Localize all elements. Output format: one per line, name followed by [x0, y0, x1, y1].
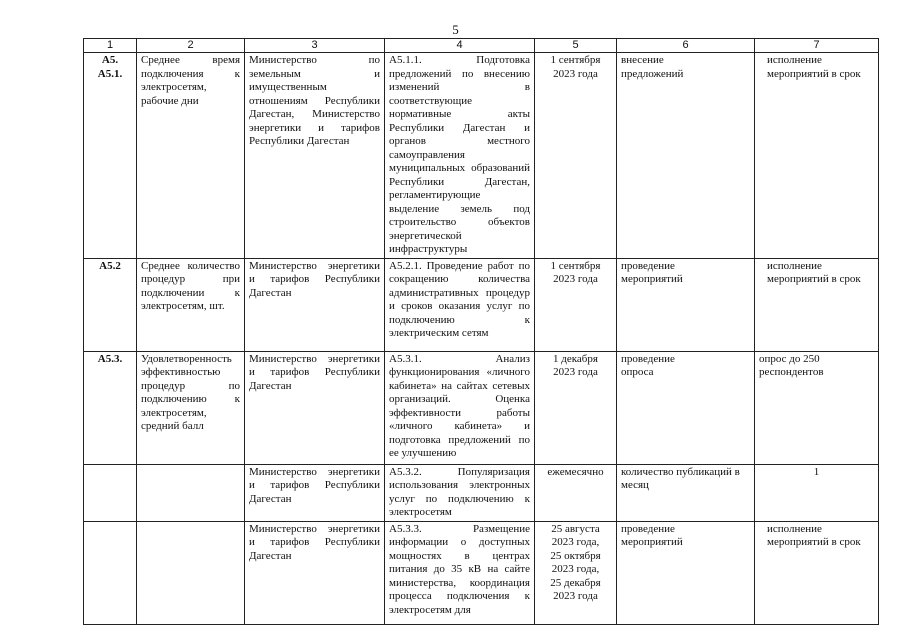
column-header-5: 5: [535, 39, 617, 53]
result-cell: количество публикаций в месяц: [617, 464, 755, 521]
measure-cell: А5.3.1. Анализ функционирования «личного кабинета» на сайтах сетевых организаций. Оценка эффективности работы «личного кабинета» и подготовка предложений по ее улучшению: [385, 351, 535, 464]
target-cell: исполнение мероприятий в срок: [755, 521, 879, 624]
indicator-cell: [137, 521, 245, 624]
table-row: [84, 464, 879, 521]
result-cell: проведение опроса: [617, 351, 755, 464]
table-row: [84, 53, 879, 259]
responsible-cell: Министерство энергетики и тарифов Республики Дагестан: [245, 351, 385, 464]
measure-cell: А5.2.1. Проведение работ по сокращению количества административных процедур и сроков оказания услуг по подключению к электрическим сетям: [385, 258, 535, 351]
table-row: [84, 521, 879, 624]
indicator-cell: [137, 464, 245, 521]
row-number: А5. А5.1.: [84, 53, 137, 259]
column-header-3: 3: [245, 39, 385, 53]
header-row: [84, 39, 879, 53]
result-cell: проведение мероприятий: [617, 521, 755, 624]
deadline-cell: 1 сентября 2023 года: [535, 53, 617, 259]
target-cell: исполнение мероприятий в срок: [755, 258, 879, 351]
column-header-2: 2: [137, 39, 245, 53]
measure-cell: А5.3.2. Популяризация использования электронных услуг по подключению к электросетям: [385, 464, 535, 521]
indicator-cell: Удовлетворенность эффективностью процедур по подключению к электросетям, средний балл: [137, 351, 245, 464]
measure-cell: А5.1.1. Подготовка предложений по внесению изменений в соответствующие нормативные акты Республики Дагестан и органов местного самоуправления муниципальных образований Республики Дагестан, регламентирующие выделение земель под строительство объектов энергетической инфраструктуры: [385, 53, 535, 259]
row-number: А5.2: [84, 258, 137, 351]
responsible-cell: Министерство энергетики и тарифов Республики Дагестан: [245, 464, 385, 521]
responsible-cell: Министерство энергетики и тарифов Республики Дагестан: [245, 258, 385, 351]
responsible-cell: Министерство энергетики и тарифов Республики Дагестан: [245, 521, 385, 624]
deadline-cell: 1 сентября 2023 года: [535, 258, 617, 351]
target-cell: исполнение мероприятий в срок: [755, 53, 879, 259]
column-header-1: 1: [84, 39, 137, 53]
table-row: [84, 258, 879, 351]
deadline-cell: 1 декабря 2023 года: [535, 351, 617, 464]
column-header-7: 7: [755, 39, 879, 53]
plan-table: [83, 38, 879, 625]
column-header-6: 6: [617, 39, 755, 53]
target-cell: 1: [755, 464, 879, 521]
result-cell: проведение мероприятий: [617, 258, 755, 351]
indicator-cell: Среднее количество процедур при подключении к электросетям, шт.: [137, 258, 245, 351]
target-cell: опрос до 250 респондентов: [755, 351, 879, 464]
measure-cell: А5.3.3. Размещение информации о доступных мощностях в центрах питания до 35 кВ на сайте министерства, координация процесса подключения к электросетям для: [385, 521, 535, 624]
deadline-cell: 25 августа 2023 года, 25 октября 2023 года, 25 декабря 2023 года: [535, 521, 617, 624]
page-number: 5: [452, 22, 459, 37]
result-cell: внесение предложений: [617, 53, 755, 259]
responsible-cell: Министерство по земельным и имущественным отношениям Республики Дагестан, Министерство энергетики и тарифов Республики Дагестан: [245, 53, 385, 259]
column-header-4: 4: [385, 39, 535, 53]
table-row: [84, 351, 879, 464]
row-number: [84, 464, 137, 521]
row-number: [84, 521, 137, 624]
row-number: А5.3.: [84, 351, 137, 464]
indicator-cell: Среднее время подключения к электросетям, рабочие дни: [137, 53, 245, 259]
deadline-cell: ежемесячно: [535, 464, 617, 521]
